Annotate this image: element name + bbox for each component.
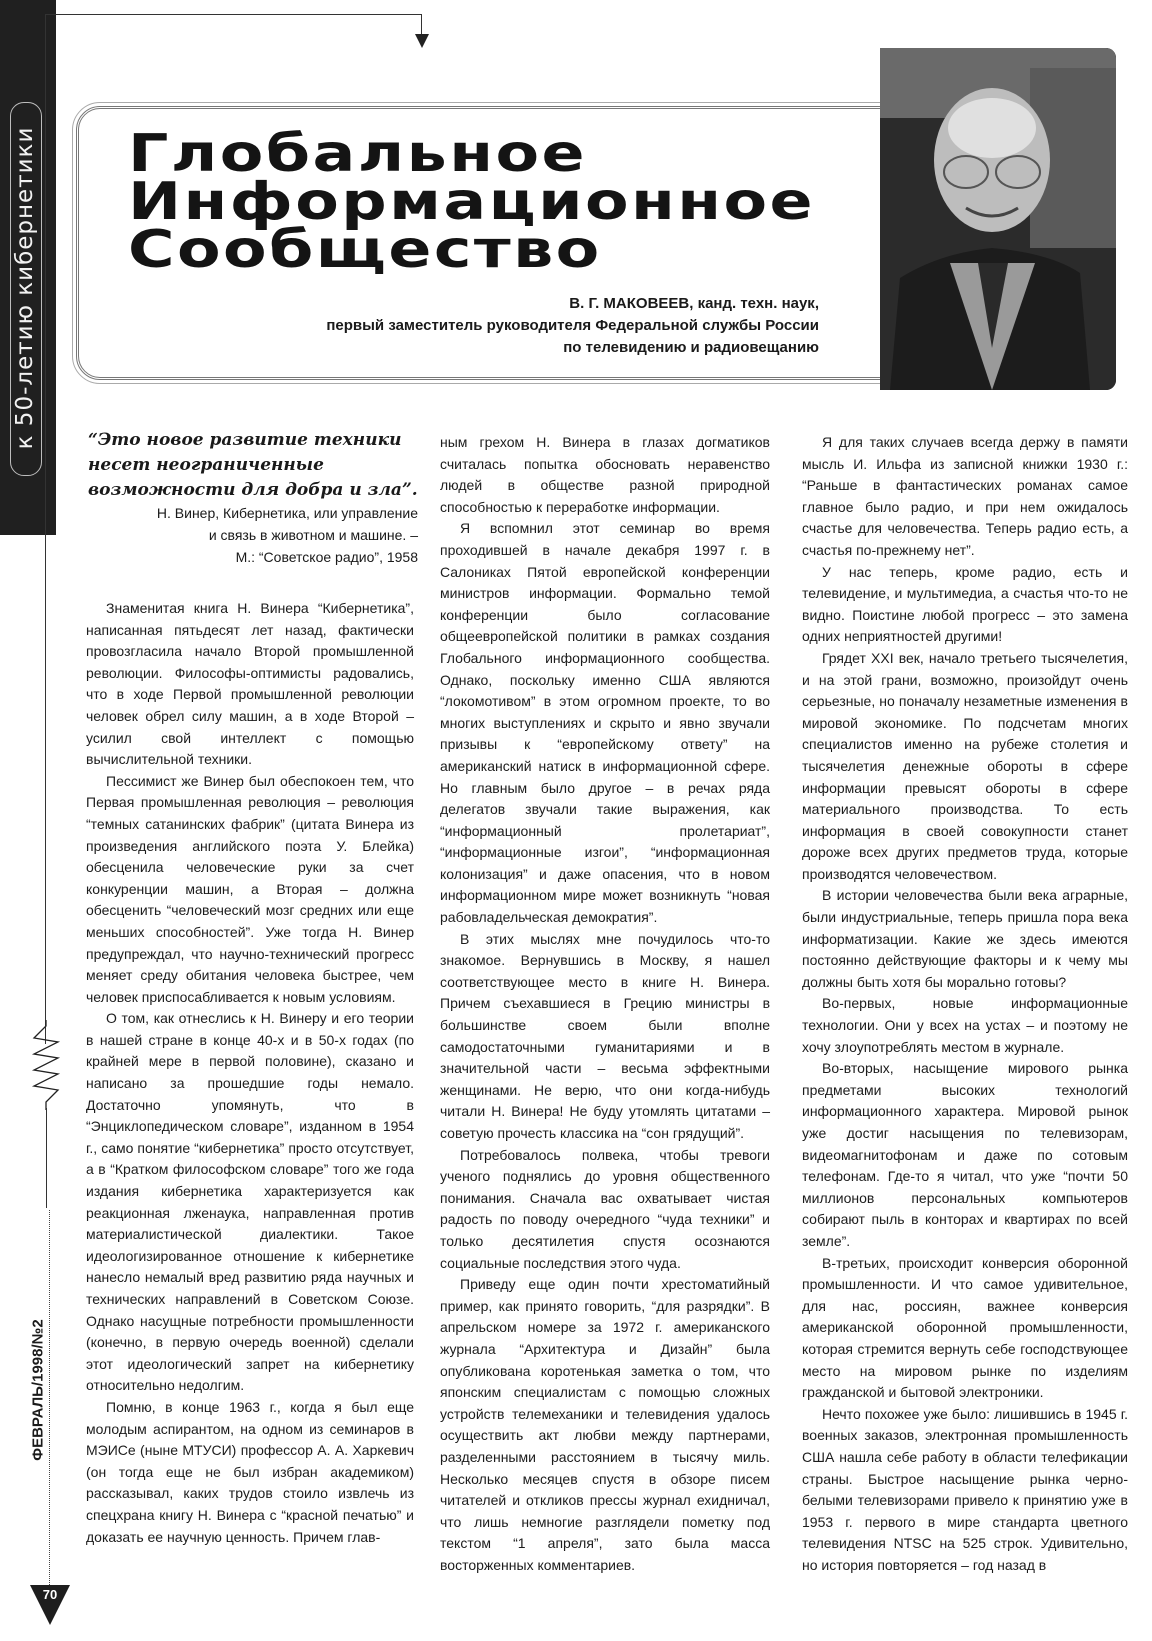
guide-line-drop <box>421 14 422 36</box>
article-column-1 <box>86 598 414 1548</box>
author-name: В. Г. МАКОВЕЕВ, канд. техн. наук, <box>569 295 819 312</box>
guide-line-lower <box>46 1108 47 1208</box>
epigraph-source-line: М.: “Советское радио”, 1958 <box>235 549 418 565</box>
author-photo <box>880 48 1116 390</box>
arrow-down-icon <box>415 34 429 48</box>
issue-label: ФЕВРАЛЬ/1998/№2 <box>29 1319 47 1461</box>
portrait-icon <box>880 48 1116 390</box>
epigraph-source <box>88 502 418 568</box>
paragraph: О том, как отнеслись к Н. Винеру и его теории в нашей стране в конце 40-х и в 50-х годах (по крайней мере в первой половине), сказано и написано за прошедшие годы немало. Достаточно упомянуть, что в “Энциклопедическом словаре”, изданном в 1954 г., само понятие “кибернетика” просто отсутствует, а в “Кратком философском словаре” того же года издания кибернетика характеризуется как реакционная лженаука, направленная против материалистической диалектики. Такое идеологизированное отношение к кибернетике нанесло немалый вред развитию ряда научных и технических направлений в Советском Союзе. Однако насущные потребности промышленности (конечно, в первую очередь военной) сделали этот идеологический запрет на кибернетику относительно недолгим. <box>86 1010 414 1394</box>
paragraph: Я для таких случаев всегда держу в памяти мысль И. Ильфа из записной книжки 1930 г.: “Раньше в фантастических романах самое главное было радио, и при нем ожидалось счастье для человечества. Теперь радио есть, а счастья по-прежнему нет”. <box>802 434 1128 558</box>
paragraph: В этих мыслях мне почудилось что-то знакомое. Вернувшись в Москву, я нашел соответствующее место в книге Н. Винера. Причем съехавшиеся в Грецию министры в большинстве своем были вполне самодостаточными гуманитариями и в значительной части – весьма эффектными женщинами. Не верю, что они когда-нибудь читали Н. Винера! Не буду утомлять цитатами – советую прочесть классика на “сон грядущий”. <box>440 930 770 1141</box>
article-column-3 <box>802 432 1128 1576</box>
title-line: Информационное <box>128 172 816 232</box>
epigraph-quote: “Это новое развитие техники несет неограниченные возможности для добра и зла”. <box>88 430 418 500</box>
title-line: Сообщество <box>128 220 602 280</box>
paragraph: Помню, в конце 1963 г., когда я был еще молодым аспирантом, на одном из семинаров в МЭИСе (ныне МТУСИ) профессор А. А. Харкевич (он тогда еще не был избран академиком) рассказывал, каких трудов стоило извлечь из спецхрана книгу Н. Винера с “красной печатью” и доказать ее научную ценность. Причем глав- <box>86 1398 414 1545</box>
epigraph-source-line: и связь в животном и машине. – <box>208 527 418 543</box>
author-byline <box>326 293 819 359</box>
paragraph: Грядет XXI век, начало третьего тысячелетия, и на этой грани, возможно, произойдут очень серьезные, но поначалу незаметные изменения в мировой экономике. По подсчетам многих специалистов именно на рубеже столетия и тысячелетия денежные обороты в сфере информации превысят обороты в сфере материального производства. То есть информация в своей совокупности станет дороже всех других предметов труда, которые производятся человечеством. <box>802 649 1128 882</box>
guide-line-vertical <box>45 14 46 1044</box>
paragraph: В истории человечества были века аграрные, были индустриальные, теперь пришла пора века информатизации. Какие же здесь имеются постоянно действующие факторы и к чему мы должны быть хотя бы морально готовы? <box>802 887 1128 990</box>
paragraph: У нас теперь, кроме радио, есть и телевидение, и мультимедиа, а счастья что-то не видно. Поистине любой прогресс – это замена одних неприятностей другими! <box>802 563 1128 645</box>
paragraph: Потребовалось полвека, чтобы тревоги ученого поднялись до уровня общественного понимания. Сначала вас охватывает чистая радость по поводу очередного “чуда техники” и только десятилетия спустя осознаются социальные последствия этого чуда. <box>440 1146 770 1271</box>
paragraph: В-третьих, происходит конверсия оборонной промышленности. И что самое удивительное, для нас, россиян, важнее конверсия американской оборонной промышленности, которая стремится вернуть себе господствующее место на мировом рынке по изделиям гражданской и бытовой электроники. <box>802 1254 1128 1401</box>
zigzag-icon <box>30 1020 70 1110</box>
article-column-2 <box>440 432 770 1576</box>
paragraph: Знаменитая книга Н. Винера “Кибернетика”, написанная пятьдесят лет назад, фактически провозгласила начало Второй промышленной революции. Философы-оптимисты радовались, что в ходе Первой промышленной революции человек обрел силу машин, а в ходе Второй – усилил свой интеллект с помощью вычислительной техники. <box>86 600 414 768</box>
paragraph: Я вспомнил этот семинар во время проходившей в начале декабря 1997 г. в Салониках Пятой европейской конференции министров информации. Формально темой конференции было согласование общеевропейской политики в рамках создания Глобального информационного сообщества. Однако, поскольку именно США являются “локомотивом” в этом огромном проекте, то во многих выступлениях и скрыто и явно звучали призывы к “европейскому ответу” на американский натиск в информационной сфере. Но главным было другое – в речах ряда делегатов звучали такие выражения, как “информационный пролетариат”, “информационные изгои”, “информационная колонизация” и даже опасения, что в новом информационном мире может возникнуть “новая рабовладельческая демократия”. <box>440 520 770 926</box>
epigraph-source-line: Н. Винер, Кибернетика, или управление <box>156 505 418 521</box>
title-line: Глобальное <box>128 124 588 184</box>
paragraph: Приведу еще один почти хрестоматийный пример, как принято говорить, “для разрядки”. В апрельском номере за 1972 г. американского журнала “Архитектура и Дизайн” была опубликована коротенькая заметка о том, что японским специалистам с помощью сложных устройств телемеханики и телевидения удалось осуществить акт любви между партнерами, разделенными расстоянием в тысячу миль. Несколько месяцев спустя в обзоре писем читателей и откликов прессы журнал ехидничал, что лишь немногие разглядели пометку под текстом “1 апреля”, зато была масса восторженных комментариев. <box>440 1276 770 1573</box>
author-position: первый заместитель руководителя Федеральной службы России <box>326 317 819 334</box>
paragraph: Во-первых, новые информационные технологии. Они у всех на устах – и поэтому не хочу злоупотреблять местом в журнале. <box>802 995 1128 1055</box>
author-position-cont: по телевидению и радиовещанию <box>563 339 819 356</box>
article-title <box>128 124 816 280</box>
guide-line-top <box>45 14 422 15</box>
paragraph: Во-вторых, насыщение мирового рынка предметами высоких технологий информационного характера. Мировой рынок уже достиг насыщения по телевизорам, видеомагнитофонам и даже по сотовым телефонам. Где-то я читал, что уже “почти 50 миллионов персональных компьютеров собирают пыль в конторах и квартирах по всей земле”. <box>802 1060 1128 1249</box>
paragraph: Пессимист же Винер был обеспокоен тем, что Первая промышленная революция – революция “темных сатанинских фабрик” (цитата Винера из произведения английского поэта У. Блейка) обесценила человеческие руки за счет конкуренции машин, а Вторая – должна обесценить “человеческий мозг средних или еще меньших способностей”. Уже тогда Н. Винер предупреждал, что научно-технический прогресс меняет среду обитания человека быстрее, чем человек приспосабливается к новым условиям. <box>86 772 414 1005</box>
page-number: 70 <box>42 1587 58 1602</box>
section-tab-label: к 50-летию кибернетики <box>12 126 38 450</box>
paragraph: Нечто похожее уже было: лишившись в 1945 г. военных заказов, электронная промышленность США нашла себе работу в области телефикации страны. Быстрое насыщение рынка черно-белыми телевизорами привело к принятию уже в 1953 г. первого в мире стандарта цветного телевидения NTSC на 525 строк. Удивительно, но история повторяется – год назад в <box>802 1405 1128 1573</box>
paragraph: ным грехом Н. Винера в глазах догматиков считалась попытка обосновать неравенство людей в обществе разной природной способностью к переработке информации. <box>440 434 770 515</box>
guide-line-dotted <box>49 1210 50 1585</box>
